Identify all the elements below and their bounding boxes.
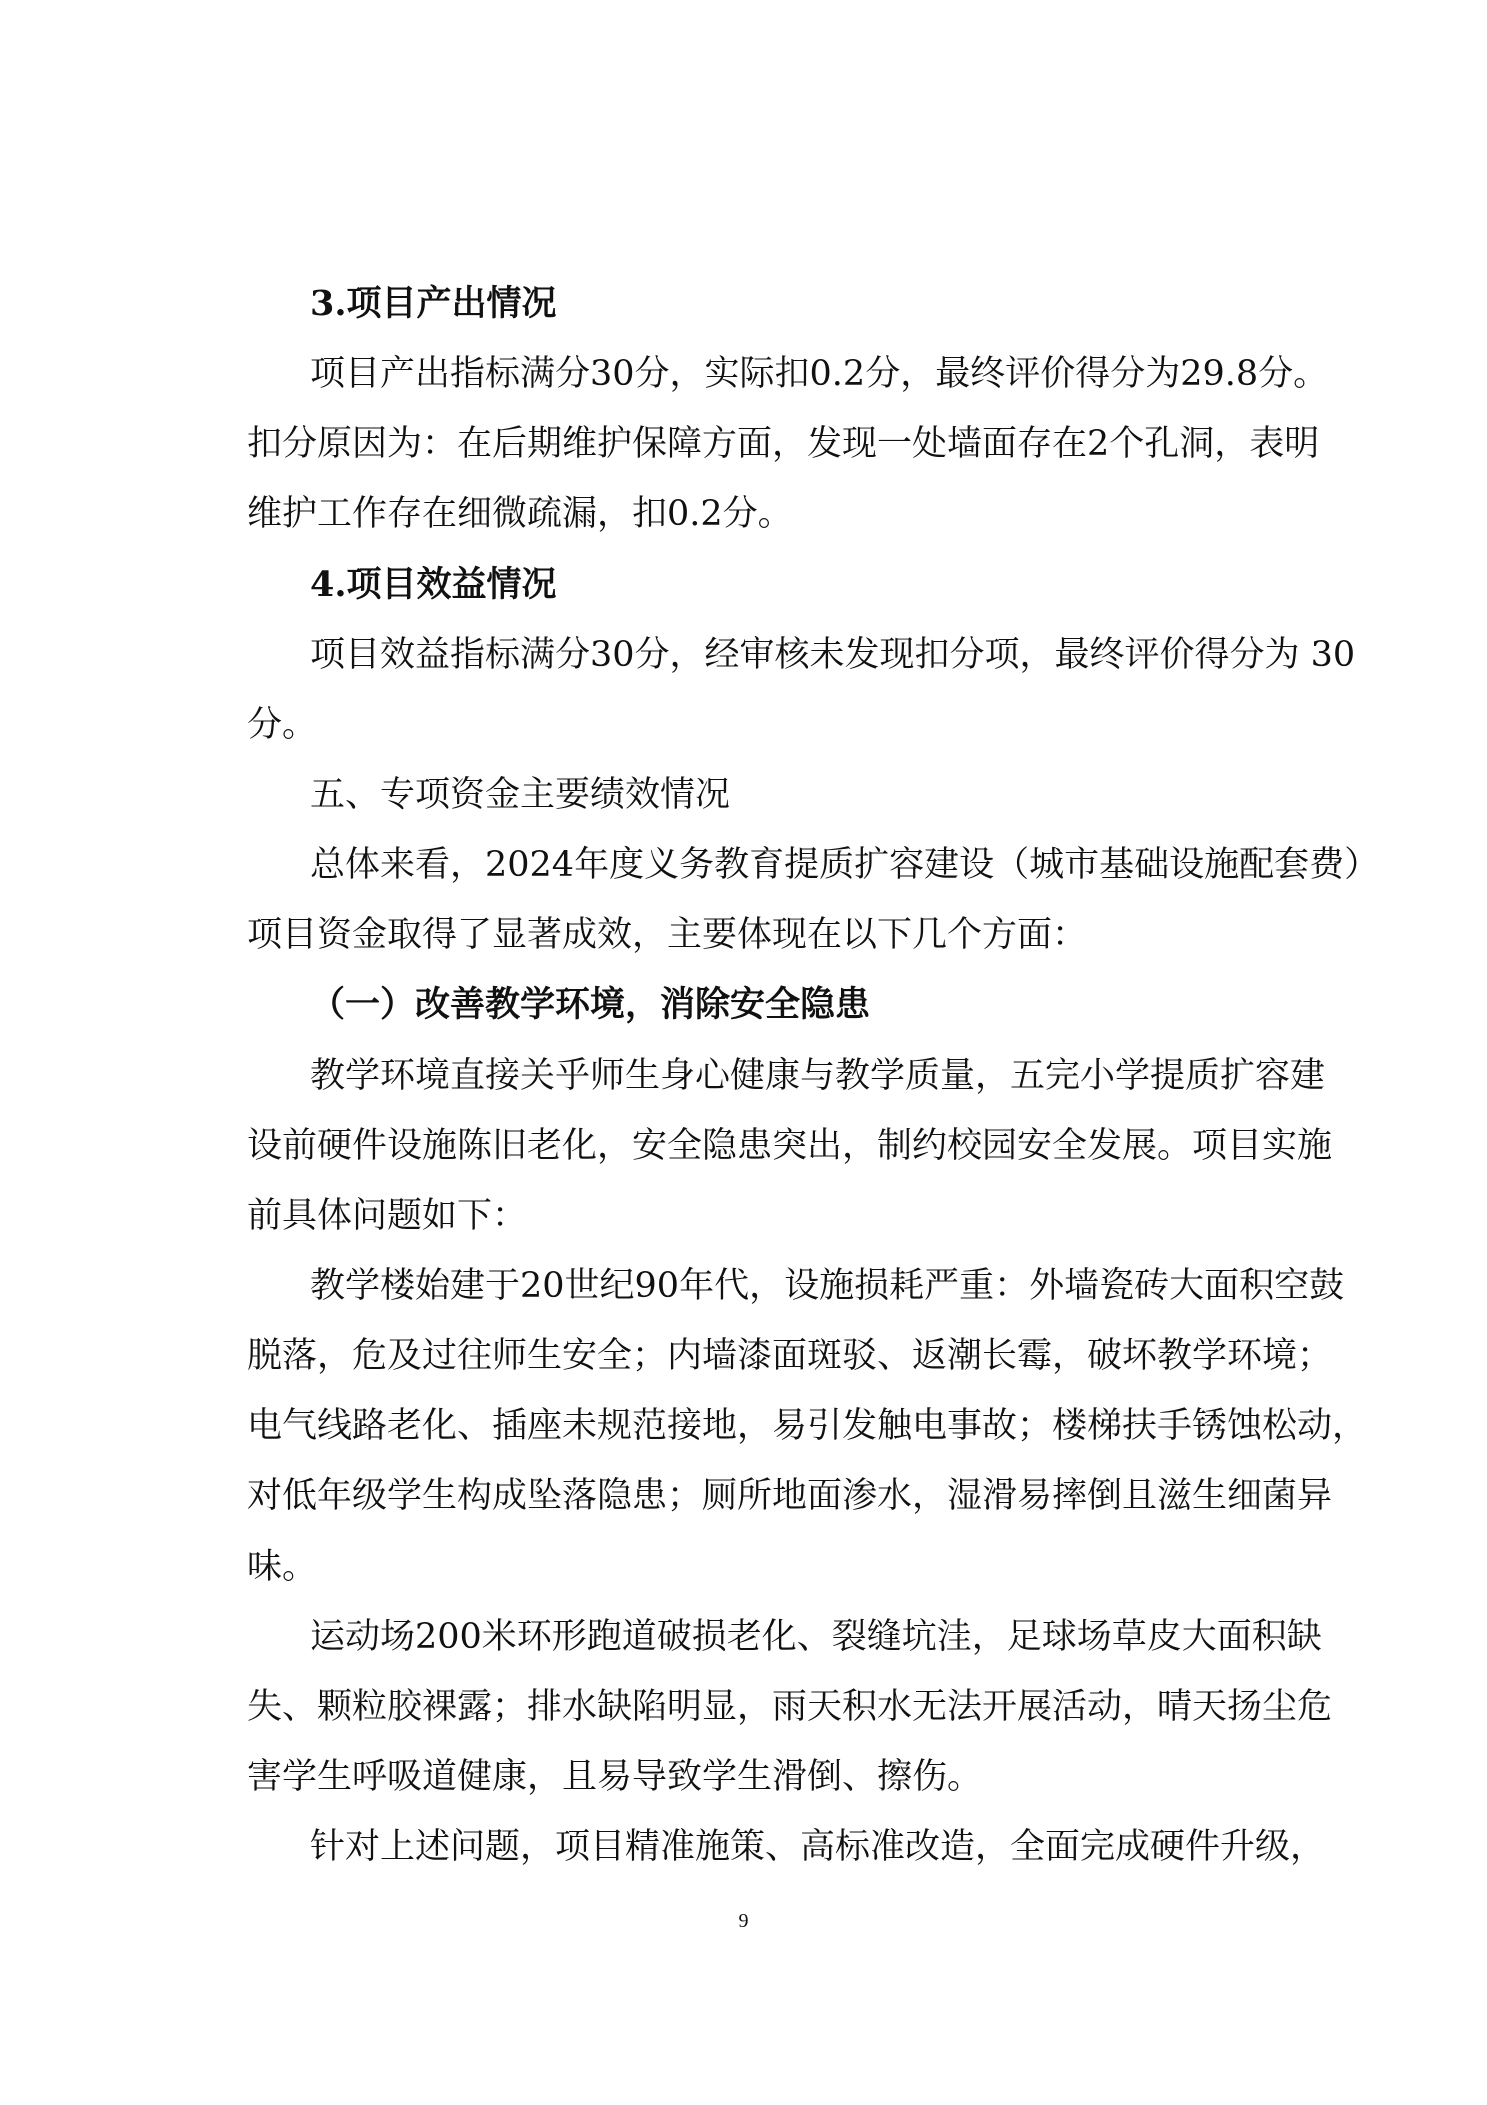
paragraph-line: 运动场200米环形跑道破损老化、裂缝坑洼，足球场草皮大面积缺: [310, 1617, 1322, 1657]
paragraph-line: 电气线路老化、插座未规范接地，易引发触电事故；楼梯扶手锈蚀松动，: [247, 1406, 1368, 1446]
paragraph-line: 失、颗粒胶裸露；排水缺陷明显，雨天积水无法开展活动，晴天扬尘危: [247, 1687, 1333, 1727]
paragraph-line: 教学环境直接关乎师生身心健康与教学质量，五完小学提质扩容建: [310, 1056, 1326, 1096]
paragraph-line: 维护工作存在细微疏漏，扣0.2分。: [247, 494, 793, 534]
page-number: 9: [738, 1910, 749, 1932]
paragraph-line: 扣分原因为：在后期维护保障方面，发现一处墙面存在2个孔洞，表明: [247, 424, 1320, 464]
paragraph-line: 前具体问题如下：: [247, 1196, 528, 1236]
paragraph-line: 项目产出指标满分30分，实际扣0.2分，最终评价得分为29.8分。: [310, 354, 1329, 394]
paragraph-line: 脱落，危及过往师生安全；内墙漆面斑驳、返潮长霉，破坏教学环境；: [247, 1336, 1333, 1376]
section-heading-5: 五、专项资金主要绩效情况: [310, 775, 731, 815]
section-heading-3: 3.项目产出情况: [310, 283, 557, 324]
paragraph-line: 对低年级学生构成坠落隐患；厕所地面渗水，湿滑易摔倒且滋生细菌异: [247, 1476, 1333, 1516]
section-heading-4: 4.项目效益情况: [310, 564, 557, 605]
paragraph-line: 设前硬件设施陈旧老化，安全隐患突出，制约校园安全发展。项目实施: [247, 1126, 1333, 1166]
paragraph-line: 分。: [247, 705, 318, 745]
paragraph-line: 总体来看，2024年度义务教育提质扩容建设（城市基础设施配套费）: [310, 845, 1380, 885]
paragraph-line: 味。: [247, 1547, 318, 1587]
paragraph-line: 项目效益指标满分30分，经审核未发现扣分项，最终评价得分为 30: [310, 635, 1356, 675]
paragraph-line: 针对上述问题，项目精准施策、高标准改造，全面完成硬件升级，: [310, 1827, 1326, 1867]
paragraph-line: 教学楼始建于20世纪90年代，设施损耗严重：外墙瓷砖大面积空鼓: [310, 1266, 1345, 1306]
paragraph-line: 项目资金取得了显著成效，主要体现在以下几个方面：: [247, 915, 1088, 955]
paragraph-line: 害学生呼吸道健康，且易导致学生滑倒、擦伤。: [247, 1757, 983, 1797]
subsection-heading-1: （一）改善教学环境，消除安全隐患: [310, 984, 871, 1025]
